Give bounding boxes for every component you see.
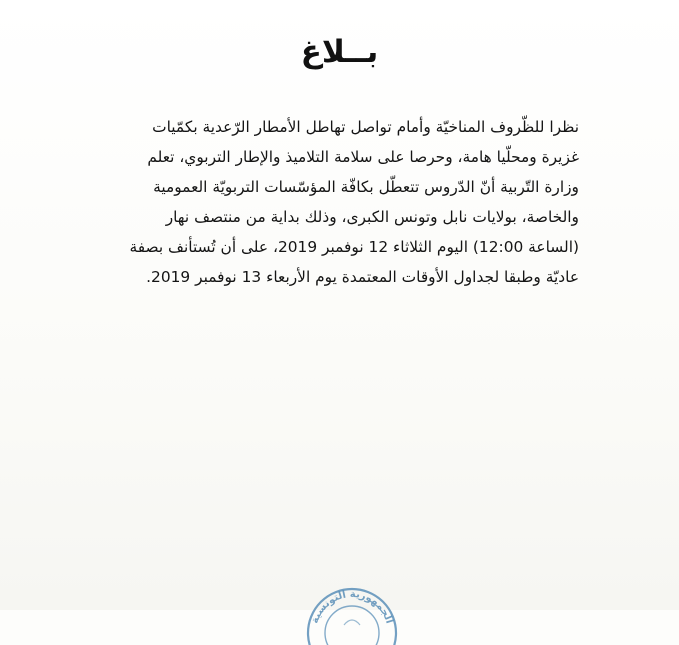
announcement-paragraph xyxy=(92,112,579,293)
paragraph-line: والخاصة، بولايات نابل وتونس الكبرى، وذلك بداية من منتصف نهار xyxy=(165,208,579,227)
paragraph-line: غزيرة ومحلّيا هامة، وحرصا على سلامة التلاميذ والإطار التربوي، تعلم xyxy=(147,148,579,167)
document-title: بــلاغ xyxy=(300,34,379,70)
paragraph-line: وزارة التّربية أنّ الدّروس تتعطّل بكافّة المؤسّسات التربويّة العمومية xyxy=(153,178,579,197)
paragraph-line: (الساعة 12:00) اليوم الثلاثاء 12 نوفمبر 2019، على أن تُستأنف بصفة xyxy=(129,238,579,257)
official-seal-stamp xyxy=(304,585,400,645)
seal-text: الجمهورية التونسية xyxy=(309,588,395,626)
seal-emblem-mark xyxy=(344,620,360,625)
paragraph-line: عاديّة وطبقا لجداول الأوقات المعتمدة يوم الأربعاء 13 نوفمبر 2019. xyxy=(146,268,579,287)
paragraph-line: نظرا للظّروف المناخيّة وأمام تواصل تهاطل الأمطار الرّعدية بكمّيات xyxy=(152,118,579,136)
seal-inner-ring xyxy=(325,606,379,645)
